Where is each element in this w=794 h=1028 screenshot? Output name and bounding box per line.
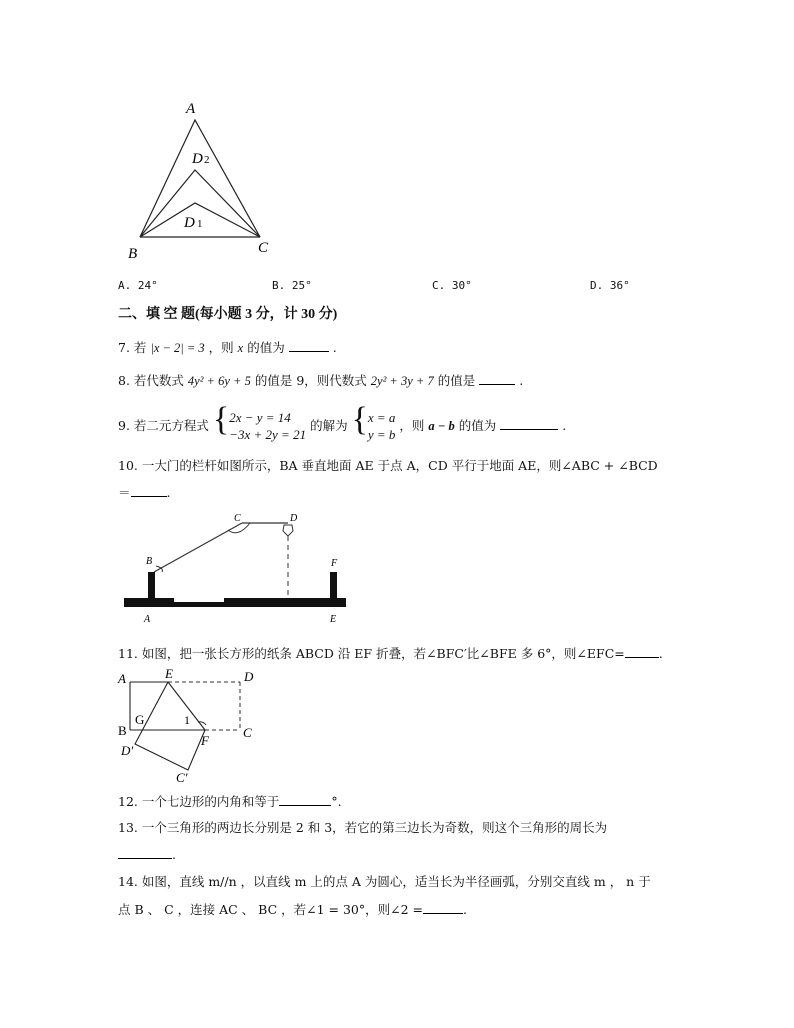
label-a: A [186, 101, 196, 117]
q8-answer-blank[interactable] [479, 372, 515, 385]
question-11 [118, 645, 663, 662]
option-a[interactable]: A. 24° [118, 279, 158, 292]
label-d1-sub: 1 [197, 218, 203, 230]
q13-end: . [172, 847, 176, 862]
q9-num: 9. 若二元方程式 [118, 418, 209, 433]
label-b: B [118, 723, 127, 738]
label-d2-sub: 2 [204, 154, 210, 166]
label-d1: D [184, 215, 195, 231]
post-ef [330, 572, 337, 600]
q9-sol2: y = b [367, 426, 396, 442]
q9-tail: 的值为 [458, 418, 497, 433]
angle-1 [198, 722, 206, 725]
q9-mid: 的解为 [310, 418, 348, 433]
q11-answer-blank[interactable] [625, 645, 659, 658]
label-g: G [135, 712, 145, 727]
q8-mid: 的值是 9，则代数式 [254, 373, 367, 388]
ground-gap [174, 598, 224, 602]
q9-solution [368, 410, 396, 443]
q12-answer-blank[interactable] [279, 793, 331, 806]
q12-end: °. [331, 794, 342, 809]
q14-answer-blank[interactable] [423, 901, 463, 914]
label-e: E [330, 614, 337, 625]
q14-end: . [463, 902, 467, 917]
q8-expr1: 4y² + 6y + 5 [187, 374, 251, 388]
q7-answer-blank[interactable] [289, 339, 329, 352]
question-7 [118, 339, 337, 357]
q7-mid: ，则 [208, 340, 234, 355]
label-d: D [290, 513, 298, 524]
q9-end: . [562, 418, 567, 433]
section-title: 二、填 空 题(每小题 3 分，计 30 分) [118, 307, 338, 322]
fold-figure [110, 665, 270, 790]
question-12 [118, 793, 342, 810]
folded-part [135, 682, 205, 770]
q9-eq2: −3x + 2y = 21 [229, 426, 307, 442]
option-d[interactable]: D. 36° [590, 279, 630, 292]
q8-tail: 的值是 [437, 373, 476, 388]
q8-end: . [519, 373, 524, 388]
q7-abs: |x − 2| = 3 [150, 341, 205, 355]
question-10-line2 [118, 484, 171, 501]
question-13-line1: 13. 一个三角形的两边长分别是 2 和 3，若它的第三边长为奇数，则这个三角形的周长为 [118, 820, 608, 835]
label-b: B [146, 556, 153, 567]
label-f: F [201, 733, 209, 748]
question-9 [118, 403, 566, 443]
q9-eq1: 2x − y = 14 [229, 410, 291, 426]
gate-figure [118, 510, 358, 630]
label-c: C [234, 513, 241, 524]
q10-eq: ＝ [118, 485, 131, 500]
triangle-figure [120, 95, 290, 265]
label-c: C [258, 240, 269, 256]
label-e: E [165, 666, 173, 681]
q14-text: 点 B 、 C ，连接 AC 、 BC ，若∠1 = 30°，则∠2 = [118, 902, 423, 917]
ground-ae [124, 598, 346, 607]
q7-num: 7. 若 [118, 340, 147, 355]
question-8 [118, 372, 523, 390]
question-10-line1: 10. 一大门的栏杆如图所示，BA 垂直地面 AE 于点 A，CD 平行于地面 AE，则∠ABC + ∠BCD [118, 458, 658, 473]
label-c-prime: C′ [176, 770, 188, 785]
question-14-line1: 14. 如图，直线 m//n ，以直线 m 上的点 A 为圆心，适当长为半径画弧，分别交直线 m ， n 于 [118, 874, 651, 889]
q10-answer-blank[interactable] [131, 484, 167, 497]
q9-system [229, 410, 306, 443]
q9-sol1: x = a [367, 410, 396, 426]
question-14-line2 [118, 901, 467, 918]
label-d2: D [192, 151, 203, 167]
label-f: F [331, 558, 338, 569]
q8-expr2: 2y² + 3y + 7 [370, 374, 434, 388]
q9-brace-2: { [351, 401, 368, 438]
post-ab [148, 572, 155, 600]
q7-var: x [237, 341, 244, 355]
q7-end: . [332, 340, 337, 355]
label-c: C [243, 725, 252, 740]
label-a: A [144, 614, 151, 625]
label-a: A [118, 671, 126, 686]
label-1: 1 [184, 713, 190, 727]
q13-answer-blank[interactable] [118, 846, 172, 859]
q10-end: . [166, 485, 171, 500]
hinge-d [283, 525, 293, 536]
q9-expr: a − b [428, 419, 455, 433]
q11-text: 11. 如图，把一张长方形的纸条 ABCD 沿 EF 折叠，若∠BFC′比∠BFE 多 6°，则∠EFC= [118, 646, 625, 661]
q9-brace-1: { [212, 401, 230, 438]
q12-text: 12. 一个七边形的内角和等于 [118, 794, 280, 809]
q11-end: . [658, 646, 663, 661]
label-d: D [244, 669, 254, 684]
question-13-line2 [118, 846, 176, 863]
option-c[interactable]: C. 30° [432, 279, 472, 292]
option-b[interactable]: B. 25° [272, 279, 312, 292]
label-d-prime: D′ [121, 743, 134, 758]
q7-tail: 的值为 [247, 340, 285, 355]
q8-num: 8. 若代数式 [118, 373, 184, 388]
label-b: B [128, 246, 138, 262]
q9-answer-blank[interactable] [500, 417, 558, 430]
q9-mid2: ，则 [399, 418, 425, 433]
